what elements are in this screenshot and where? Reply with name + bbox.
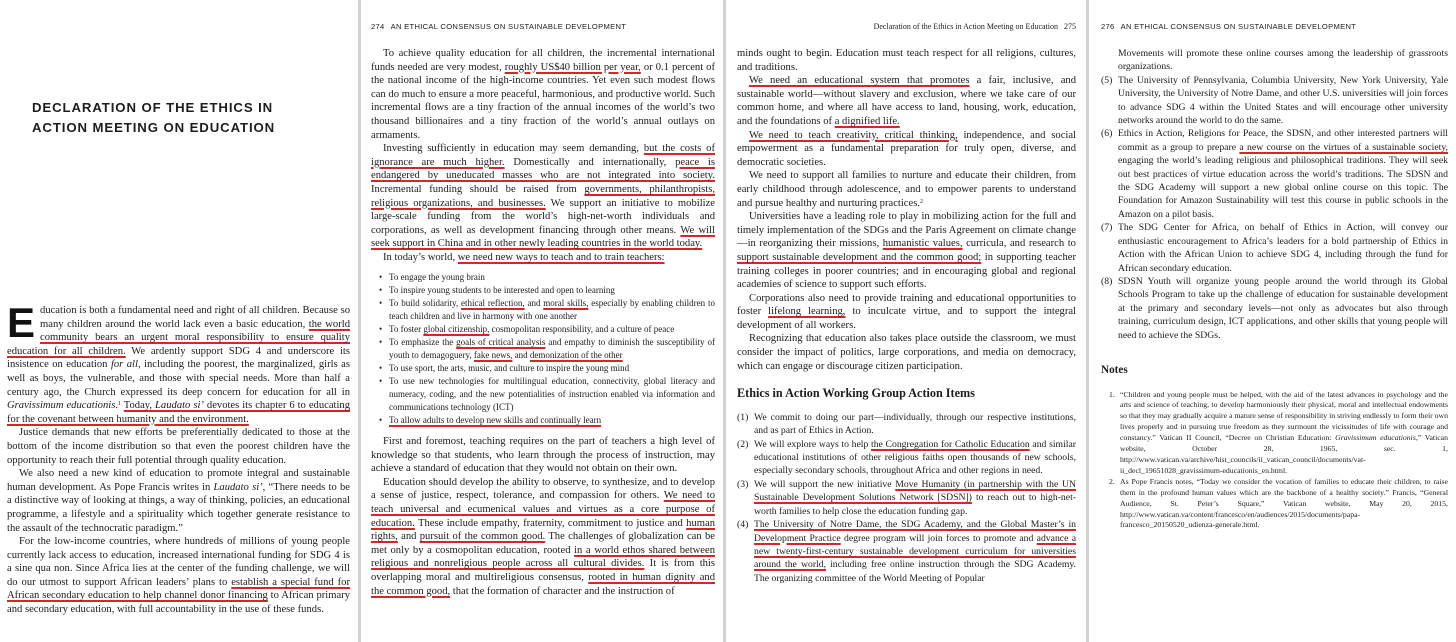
text-run: These include empathy, fraternity, commitment to justice and — [414, 517, 687, 529]
underlined-text: roughly US$40 billion per year, — [504, 61, 641, 73]
underlined-text: The University of Notre Dame, the SDG Academy, and the Global Master’s in Development Practice — [754, 519, 1076, 544]
text-run: ducation is both a fundamental need and right of all children. Because so many children around the world lack even a basic education, — [40, 305, 350, 330]
notes-heading: Notes — [1101, 363, 1128, 376]
page-number: 276 — [1101, 22, 1115, 31]
item-number: 1. — [1109, 389, 1115, 399]
text-run: to inculcate virtue, and to support the integral development of all workers. — [737, 306, 1076, 331]
list-item — [737, 478, 1076, 518]
bullet-item — [381, 323, 715, 336]
text-run: Investing sufficiently in education may seem demanding, — [383, 143, 644, 155]
paragraph — [371, 476, 715, 598]
underlined-text: Move Humanity (in partnership with the UN Sustainable Development Solutions Network [SDSN]) — [754, 478, 1076, 504]
text-run: To use new technologies for multilingual education, connectivity, global literacy and numeracy, coding, and the new potentialities of instruction enabled via information and communications technology (ICT) — [389, 375, 715, 412]
bullet-list — [371, 271, 715, 428]
text-run: ” Vatican website, October 28, 1965, sec. 1, http://www.vatican.va/archive/hist_councils/ii_vatican_council/documents/vat-ii_decl_19651028_gravissimum-educationis_en.html. — [1120, 433, 1448, 475]
item-number: (5) — [1101, 74, 1113, 86]
footnote-ref: 2 — [919, 198, 923, 205]
text-run: SDSN Youth will organize young people around the world through its Global Schools Program to take up the challenge of education for sustainable development at the primary and secondary levels—not only as advocates but also through training, curriculum design, ICT applications, and other skills that young people will need to achieve the SDGs. — [1118, 275, 1448, 341]
text-run: Movements will promote these online courses among the leadership of grassroots organizations. — [1118, 48, 1448, 73]
item-number: (2) — [737, 438, 749, 450]
text-run: that the formation of character and the instruction of — [450, 585, 675, 597]
list-item — [1101, 221, 1448, 275]
underlined-text: rooted in human dignity and the common good, — [371, 572, 715, 597]
page-276 — [1089, 0, 1456, 642]
item-number: (3) — [737, 478, 749, 490]
page-chapter-opening — [0, 0, 358, 642]
underlined-text: humanistic values, — [882, 238, 963, 250]
underlined-text: demonization of the other — [529, 349, 623, 360]
bullet-item — [381, 297, 715, 323]
text-run: The SDG Center for Africa, on behalf of Ethics in Action, will convey our enthusiastic encouragement to Africa’s leaders for a bold partnership of Ethics in Action with the African Union to achieve SDG 4, including through the fund for African secondary education. — [1118, 222, 1448, 274]
underlined-text: in a world ethos shared between religious and nonreligious people across all cultural divides. — [371, 544, 715, 570]
text-run: Recognizing that education also takes place outside the classroom, we must consider the impact of politics, large corporations, and media on democracy, which can engage or discourage citizen participation. — [737, 333, 1076, 372]
text-run: “Children and young people must be helped, with the aid of the latest advances in psychology and the arts and science of teaching, to develop harmoniously their physical, moral and intellectual endowments so that they may gradually acquire a mature sense of responsibility in striving endlessly to form their own lives properly and in pursuing true freedom as they surmount the vicissitudes of life with courage and constancy.” Vatican II Council, “Decree on Christian Education: — [1120, 389, 1448, 443]
text-run: and — [397, 531, 420, 543]
paragraph — [7, 426, 350, 467]
text-run: To foster — [389, 323, 424, 334]
item-number: (8) — [1101, 275, 1113, 287]
list-item — [1101, 477, 1448, 532]
list-item — [1101, 275, 1448, 342]
drop-cap: E — [7, 299, 36, 346]
list-item — [737, 518, 1076, 585]
item-number: (7) — [1101, 222, 1113, 234]
text-run: To use sport, the arts, music, and culture to inspire the young mind — [389, 362, 630, 373]
paragraph — [737, 129, 1076, 170]
text-run: In today’s world, — [383, 251, 458, 263]
text-run: cosmopolitan responsibility, and a culture of peace — [489, 323, 675, 334]
text-run: As Pope Francis notes, “Today we consider the vocation of families to educate their children, to raise them in the profound human values which are the backbone of a healthy society.” Francis, “General Audience, St. Peter’s Square,” Vatican website, May 20, 2015, http://www.vatican.va/content/francesco/en/audiences/2015/documents/papa-francesco_20150520_udienza-generale.html. — [1120, 476, 1448, 530]
paragraph — [371, 251, 715, 265]
underlined-text: We need an educational system that promotes — [749, 75, 970, 87]
text-run: . — [115, 400, 118, 412]
text-run: Corporations also need to provide training and educational opportunities to foster — [737, 292, 1076, 318]
paragraph — [737, 169, 1076, 210]
text-run: , “There needs to be a distinctive way of looking at things, a way of thinking, policies, an educational programme, a lifestyle and a spirituality which together generate resistance to the assault of the technocratic paradigm.” — [7, 481, 351, 534]
underlined-text: fake news, — [473, 349, 513, 360]
underlined-text: Laudato si’ — [155, 400, 204, 412]
underlined-text: we need new ways to teach and to train teachers: — [457, 251, 665, 263]
paragraph — [7, 535, 350, 617]
text-run: and empathy to diminish the susceptibility of youth to demagoguery, — [389, 336, 715, 360]
underlined-text: support sustainable development and the common good; — [737, 251, 982, 263]
underlined-text: the world community bears an urgent moral responsibility to ensure quality education for all children. — [7, 318, 350, 357]
text-run: minds ought to begin. Education must teach respect for all religions, cultures, and traditions. — [737, 48, 1076, 73]
underlined-text: devotes its chapter 6 to educating for the covenant between humanity and the environment. — [7, 400, 351, 425]
text-run: in supporting teacher training colleges in poorer countries; and in encouraging global and regional academies of science to support such efforts. — [737, 251, 1076, 291]
list-item — [1101, 127, 1448, 221]
text-run: Laudato si’ — [213, 481, 263, 493]
action-items-list-continued — [1101, 47, 1448, 74]
page-number: 275 — [1064, 22, 1076, 31]
underlined-text: Today, — [123, 400, 156, 412]
section-heading: Ethics in Action Working Group Action Items — [737, 386, 975, 401]
text-run: We need to support all families to nurture and educate their children, from early childhood through adolescence, and to empower parents to understand and pursue healthy and nurturing practices. — [737, 170, 1076, 209]
chapter-title: DECLARATION OF THE ETHICS IN ACTION MEETING ON EDUCATION — [32, 100, 276, 135]
underlined-text: To allow adults to develop new skills and continually learn — [389, 415, 602, 426]
text-run: and — [524, 297, 544, 308]
list-item — [1101, 47, 1448, 74]
text-run: to reach out to high-net-worth families to help close the education funding gap. — [754, 492, 1076, 517]
underlined-text: We need to teach universal and ecumenical values and virtues as a core purpose of education. — [371, 490, 715, 529]
running-header — [1101, 22, 1448, 36]
text-run: Universities have a leading role to play in mobilizing action for the full and timely implementation of the SDGs and the Paris Agreement on climate change—in reorganizing their missions, — [737, 211, 1076, 250]
text-run: To emphasize the — [389, 336, 457, 347]
text-run: We will explore ways to help — [754, 438, 872, 450]
text-run: The challenges of globalization can be met only by a cosmopolitan education, rooted — [371, 531, 715, 556]
text-run: , including the poorest, the marginalized, girls as well as boys, the vulnerable, and those with special needs. More than half a century ago, the Church expressed its deep concern for education for all in — [7, 359, 350, 398]
underlined-text: goals of critical analysis — [456, 336, 546, 347]
paragraph — [371, 435, 715, 476]
underlined-text: establish a special fund for African secondary education to help channel donor financing — [7, 576, 350, 602]
text-run: degree program will join forces to promote and — [840, 532, 1037, 544]
underlined-text: global citizenship, — [423, 323, 490, 334]
paragraph — [737, 292, 1076, 333]
action-items-list — [1101, 74, 1448, 342]
page-number: 274 — [371, 22, 385, 31]
text-run: especially by enabling children to teach children and live in harmony with one another — [389, 297, 716, 321]
running-head-title: AN ETHICAL CONSENSUS ON SUSTAINABLE DEVELOPMENT — [390, 22, 627, 31]
paragraph — [371, 47, 715, 142]
underlined-text: We need to teach creativity, critical thinking, — [749, 129, 958, 141]
paragraph-text — [7, 299, 351, 425]
text-run: and similar educational institutions of other religious faiths open thousands of new schools, especially secondary schools, throughout Africa and other regions in need. — [754, 438, 1076, 477]
paragraph — [371, 142, 715, 251]
underlined-text: but the costs of ignorance are much higher. — [371, 143, 715, 168]
text-run: a fair, inclusive, and sustainable world—without slavery and exclusion, where we take care of our common home, and where all have access to land, housing, work, education, and the foundations of — [737, 75, 1076, 127]
text-run: We support an initiative to mobilize large-scale funding from the world’s high-net-worth individuals and corporations, as well as development financing through other means. — [371, 197, 716, 236]
notes-list — [1101, 390, 1448, 532]
underlined-text: human rights, — [371, 517, 715, 543]
item-number: 2. — [1109, 476, 1115, 486]
paragraph — [737, 74, 1076, 128]
page-275 — [726, 0, 1086, 642]
text-run: curricula, and research to — [962, 238, 1076, 250]
text-run: To achieve quality education for all children, the incremental international funds needed are very modest, — [371, 48, 715, 73]
underlined-text: ethical reflection, — [461, 297, 525, 308]
footnote-ref: 1 — [117, 401, 121, 408]
item-text — [1118, 48, 1448, 72]
page-body — [737, 47, 1076, 585]
running-head-title: AN ETHICAL CONSENSUS ON SUSTAINABLE DEVELOPMENT — [1120, 22, 1357, 31]
text-run: First and foremost, teaching requires on the part of teachers a high level of knowledge so that students, who learn through the process of instruction, may achieve a standard of education that they would not obtain on their own. — [371, 436, 715, 475]
page-274 — [361, 0, 723, 642]
text-run: including free online instruction through the SDG Academy. The organizing committee of the World Meeting of Popular — [754, 559, 1076, 584]
text-run: The University of Pennsylvania, Columbia University, New York University, Yale University, the University of Notre Dame, and other U.S. universities will join forces to advance SDG 4 within the United States and will encourage other university networks around the world to do the same. — [1118, 74, 1448, 127]
item-number: (6) — [1101, 128, 1113, 140]
bullet-item — [381, 362, 715, 375]
underlined-text: moral skills, — [543, 297, 589, 308]
text-run: and — [512, 349, 530, 360]
text-run: We commit to doing our part—individually, through our respective institutions, and as part of Ethics in Action. — [754, 411, 1076, 437]
text-run: Incremental funding should be raised from — [371, 183, 585, 195]
running-header — [737, 22, 1076, 36]
text-run: engaging the world’s leading religious and philosophical traditions. They will seek out best practices of virtue education across the world’s traditions. The SDSN and the SDG Academy will support a new global online course on this topic. The Foundation for Amazon Sustainability will test this course in public schools in the Amazon on a pilot basis. — [1118, 155, 1448, 220]
page-body — [1101, 47, 1448, 531]
text-run: For the low-income countries, where hundreds of millions of young people currently lack access to education, increased international funding for SDG 4 is a sine qua non. Since Africa lies at the center of the funding challenge, we will do our utmost to support African leaders’ plans to — [7, 536, 350, 588]
text-run: To build solidarity, — [389, 297, 462, 308]
list-item — [737, 438, 1076, 478]
running-head-title: Declaration of the Ethics in Action Meeting on Education — [873, 22, 1058, 31]
bullet-item — [381, 375, 715, 414]
page-body — [371, 47, 715, 598]
text-run: to African primary and secondary education, with full accountability in the use of these funds. — [7, 590, 350, 616]
text-run: Ethics in Action, Religions for Peace, the SDSN, and other interested partners will commit as a group to prepare — [1118, 128, 1448, 153]
item-number: (4) — [737, 519, 749, 531]
item-number: (1) — [737, 411, 749, 423]
text-run: Education should develop the ability to observe, to synthesize, and to develop a sense of justice, respect, tolerance, and compassion for others. — [371, 476, 715, 502]
paragraph — [7, 299, 351, 426]
text-run: independence, and social empowerment as a fundamental preparation for truly open, diverse, and democratic societies. — [737, 129, 1076, 168]
text-run: or 0.1 percent of the national income of the high-income countries. Yet even such modest flows can do much to ensure a more peaceful, harmonious, and productive world. Such incremental flows are a tiny fraction of the annual incomes of the world’s two thousand billionaires and a tiny fraction of the world’s annual outlays on armaments. — [371, 61, 715, 141]
bullet-item — [381, 284, 715, 297]
text-run: Gravissimum educationis, — [1335, 433, 1418, 443]
paragraph — [7, 467, 350, 535]
running-header — [371, 22, 715, 36]
paragraph — [737, 47, 1076, 74]
text-run: To inspire young students to be interested and open to learning — [389, 284, 615, 295]
text-run: We also need a new kind of education to promote integral and sustainable human development. As Pope Francis writes in — [7, 468, 350, 493]
underlined-text: We will seek support in China and in other newly leading countries in the world today. — [371, 224, 715, 250]
bullet-item — [381, 336, 715, 362]
text-run: We ardently support SDG 4 and underscore its insistence on education — [7, 345, 350, 371]
list-item — [1101, 74, 1448, 128]
underlined-text: a new course on the virtues of a sustainable society, — [1239, 141, 1448, 153]
text-run: Gravissimum educationis — [7, 400, 116, 412]
text-run: To engage the young brain — [389, 271, 485, 282]
underlined-text: a dignified life. — [834, 115, 900, 127]
underlined-text: lifelong learning, — [768, 306, 846, 318]
paragraph — [737, 210, 1076, 292]
list-item — [1101, 390, 1448, 477]
underlined-text: governments, philanthropists, religious organizations, and businesses. — [371, 183, 715, 209]
underlined-text: peace is endangered by uneducated masses who are not integrated into society. — [371, 156, 715, 182]
underlined-text: advance a new twenty-first-century sustainable development curriculum for universities around the world, — [754, 532, 1076, 571]
text-run: Justice demands that new efforts be preferentially dedicated to those at the bottom of the income distribution so that even the poorest children have the opportunity to reach their full potential through quality education. — [7, 427, 350, 466]
text-run: Domestically and internationally, — [504, 156, 676, 168]
chapter-body — [7, 299, 351, 617]
bullet-item — [381, 271, 715, 284]
paragraph — [737, 332, 1076, 373]
text-run: We will support the new initiative — [754, 478, 896, 490]
bullet-item — [381, 414, 715, 427]
text-run: It is from this overlapping moral and multireligious consensus, — [371, 558, 716, 583]
text-run: for all — [110, 359, 138, 371]
action-items-list — [737, 411, 1076, 585]
underlined-text: the Congregation for Catholic Education — [871, 438, 1030, 450]
underlined-text: pursuit of the common good. — [419, 531, 546, 543]
list-item — [737, 411, 1076, 438]
